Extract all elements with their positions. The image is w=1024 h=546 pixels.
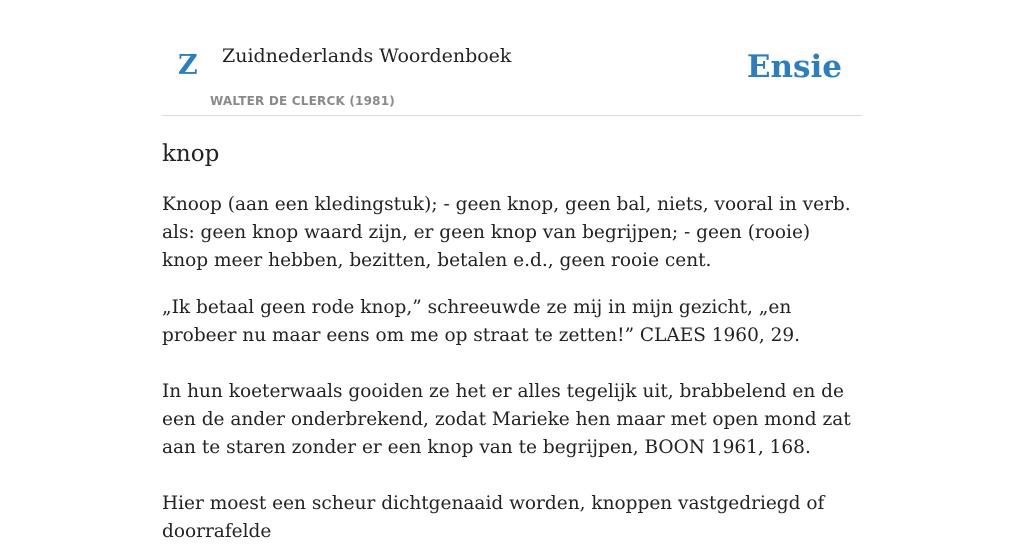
dictionary-logo[interactable]: Z	[178, 50, 198, 81]
dictionary-header	[162, 0, 862, 116]
entry-headword: knop	[162, 141, 220, 167]
entry-content	[162, 137, 862, 546]
entry-quote: Hier moest een scheur dichtgenaaid worden, knoppen vastgedriegd of doorrafelde	[162, 493, 825, 542]
dictionary-author: WALTER DE CLERCK (1981)	[210, 94, 395, 108]
ensie-logo-link[interactable]: Ensie	[746, 49, 842, 85]
entry-definition: Knoop (aan een kledingstuk); - geen knop, geen bal, niets, vooral in verb. als: geen knop waard zijn, er geen knop van begrijpen; - geen (rooie) knop meer hebben, bezitten, betalen e.d., geen rooie cent.	[162, 194, 851, 271]
entry-quote: „Ik betaal geen rode knop,” schreeuwde ze mij in mijn gezicht, „en probeer nu maar eens om me op straat te zetten!” CLAES 1960, 29.	[162, 297, 801, 346]
dictionary-title[interactable]: Zuidnederlands Woordenboek	[222, 45, 512, 67]
entry-quote: In hun koeterwaals gooiden ze het er alles tegelijk uit, brabbelend en de een de ander onderbrekend, zodat Marieke hen maar met open mond zat aan te staren zonder er een knop van te begrijpen, BOON 1961, 168.	[162, 381, 851, 458]
